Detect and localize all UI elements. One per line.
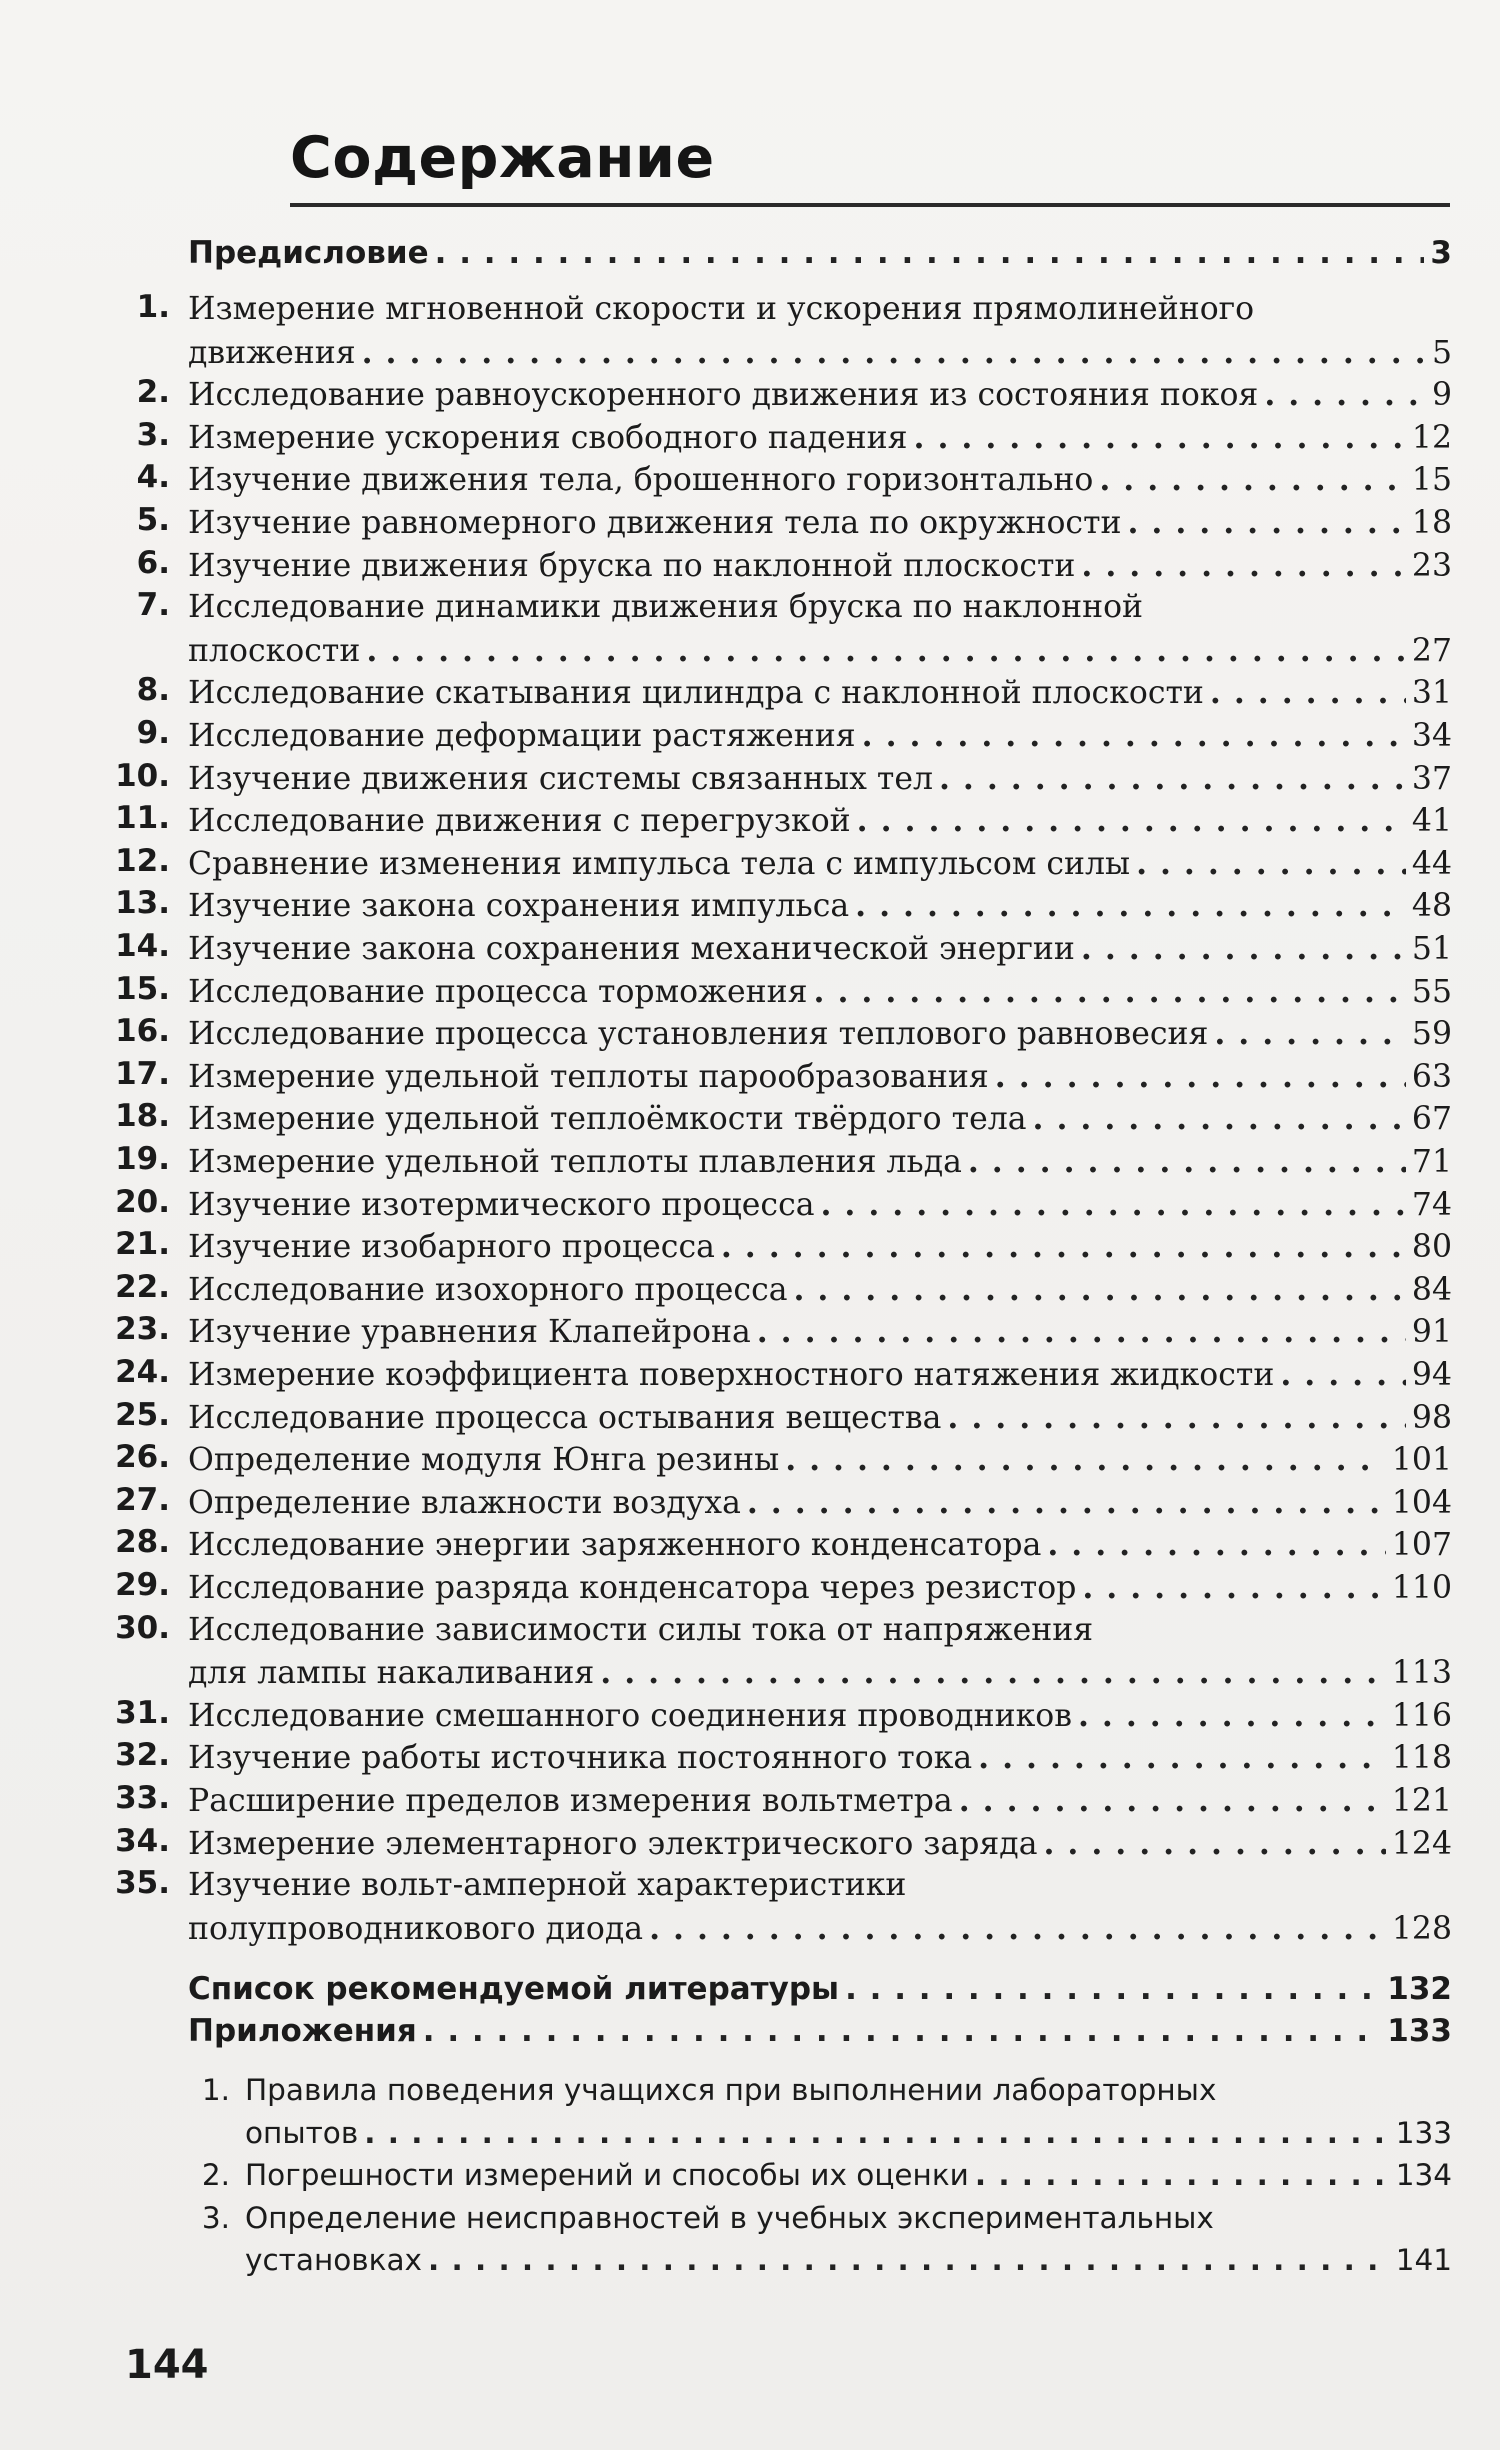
toc-entry-leader (914, 419, 1406, 456)
toc-entry-text: Изучение движения системы связанных тел (188, 760, 933, 797)
toc-entry-number: 3. (136, 416, 170, 453)
toc-entry-page: 37 (1411, 760, 1452, 797)
toc-entry-page: 98 (1411, 1399, 1452, 1436)
toc-bibliography (188, 1971, 1452, 2007)
toc-preface (188, 235, 1452, 271)
toc-entry (188, 1739, 1452, 1776)
title-rule (290, 203, 1450, 207)
toc-entry-leader (862, 717, 1406, 754)
toc-entry-number: 29. (115, 1567, 170, 1603)
toc-appendix-number: 3. (201, 2200, 230, 2235)
toc-entry (188, 760, 1452, 797)
toc-entry-number: 4. (136, 459, 170, 496)
toc-entry-leader (1082, 1569, 1386, 1606)
toc-entry-leader (1047, 1526, 1386, 1563)
toc-entry-leader (1078, 1697, 1386, 1734)
toc-entry-text: Исследование скатывания цилиндра с наклонной плоскости (188, 675, 1204, 712)
toc-entry-text: Определение модуля Юнга резины (188, 1442, 780, 1479)
toc-entry-text: Изучение изотермического процесса (188, 1186, 815, 1223)
toc-entry-number: 19. (115, 1141, 170, 1177)
toc-entry-page: 67 (1411, 1101, 1452, 1138)
toc-appendices-text: Приложения (188, 2013, 417, 2049)
toc-entry-leader (721, 1228, 1406, 1265)
toc-entry-number: 5. (136, 502, 170, 538)
toc-entry-page: 104 (1391, 1484, 1452, 1521)
toc-entry-text: Исследование процесса остывания вещества (188, 1399, 942, 1436)
toc-entry-number: 22. (115, 1268, 170, 1305)
toc-entry-leader (1264, 376, 1426, 413)
toc-entry-number: 10. (115, 757, 170, 794)
toc-entry-text: полупроводникового диода (188, 1910, 644, 1947)
toc-entry (188, 1015, 1452, 1052)
toc-appendix-number: 1. (201, 2073, 230, 2107)
toc-entry-page: 27 (1411, 632, 1452, 669)
toc-appendix-page: 141 (1395, 2243, 1452, 2277)
toc-entry (188, 1143, 1452, 1180)
toc-entry (188, 1782, 1452, 1819)
toc-entry-page: 128 (1391, 1910, 1452, 1947)
toc-entry-text: Изучение движения тела, брошенного горизонтально (188, 462, 1094, 499)
toc-entry-page: 101 (1391, 1442, 1452, 1479)
toc-appendix (245, 2116, 1452, 2150)
toc-entry-leader (1128, 504, 1406, 541)
toc-entry-text: Определение влажности воздуха (188, 1484, 741, 1521)
toc-entry (188, 1058, 1452, 1095)
toc-entry-text: движения (188, 334, 356, 371)
toc-entry-leader (649, 1910, 1386, 1947)
toc-entry-text: для лампы накаливания (188, 1655, 595, 1692)
toc-entry (188, 887, 1452, 924)
toc-entry-text: Исследование динамики движения бруска по наклонной (188, 589, 1144, 626)
toc-entry-page: 94 (1411, 1357, 1452, 1393)
toc-entry (188, 376, 1452, 413)
toc-entry (188, 1186, 1452, 1223)
toc-entry-leader (793, 1271, 1405, 1308)
toc-entry-number: 25. (115, 1396, 170, 1433)
toc-entry-number: 16. (115, 1013, 170, 1050)
toc-appendix-text: Погрешности измерений и способы их оценки (245, 2158, 969, 2192)
toc-entry-text: плоскости (188, 632, 361, 669)
toc-entry-leader (855, 887, 1406, 924)
toc-entry-text: Изучение движения бруска по наклонной плоскости (188, 547, 1076, 584)
toc-entry-number: 35. (115, 1865, 170, 1902)
toc-entry-number: 7. (136, 587, 170, 624)
toc-bibliography-text: Список рекомендуемой литературы (188, 1971, 840, 2007)
toc-entry-text: Исследование процесса торможения (188, 973, 808, 1010)
toc-appendices (188, 2013, 1452, 2049)
toc-entry-text: Изучение уравнения Клапейрона (188, 1314, 751, 1351)
toc-entry-leader (968, 1143, 1406, 1180)
toc-entry (188, 334, 1452, 371)
toc-entry-leader (959, 1782, 1386, 1819)
toc-entry-number: 31. (115, 1694, 170, 1731)
toc-entry-leader (1280, 1356, 1406, 1393)
toc-entry-text: Измерение элементарного электрического заряда (188, 1825, 1038, 1862)
page-number: 144 (125, 2342, 209, 2388)
toc-entry (188, 504, 1452, 541)
toc-entry-page: 91 (1411, 1314, 1452, 1351)
toc-appendix-number: 2. (201, 2158, 230, 2192)
toc-entry-leader (857, 802, 1406, 839)
toc-entry-page: 44 (1411, 845, 1452, 882)
toc-entry-leader (1081, 547, 1406, 584)
toc-entry-page: 113 (1391, 1655, 1452, 1692)
toc-appendix-page: 133 (1395, 2115, 1452, 2150)
toc-entry-number: 15. (115, 970, 170, 1007)
toc-entry (188, 802, 1452, 839)
toc-entry-text: Изучение вольт-амперной характеристики (188, 1867, 907, 1904)
toc-preface-leader (435, 235, 1425, 271)
toc-entry-leader (600, 1654, 1386, 1691)
toc-entry (188, 1569, 1452, 1606)
toc-entry-page: 118 (1391, 1740, 1452, 1777)
toc-appendix-text: опытов (245, 2115, 359, 2150)
toc-entry-text: Исследование процесса установления теплового равновесия (188, 1016, 1209, 1053)
toc-entry (188, 1654, 1452, 1691)
toc-entry-text: Изучение закона сохранения механической энергии (188, 931, 1075, 967)
toc-entry (188, 1228, 1452, 1265)
toc-entry-leader (1214, 1015, 1406, 1052)
toc-entry (188, 973, 1452, 1010)
toc-entry-page: 15 (1411, 462, 1452, 499)
toc-appendix-text: установках (245, 2243, 423, 2277)
toc-appendix-leader (428, 2243, 1390, 2277)
toc-appendix (245, 2158, 1452, 2192)
toc-entry-text: Измерение ускорения свободного падения (188, 419, 908, 456)
toc-entry-page: 124 (1391, 1825, 1452, 1862)
toc-entry (188, 845, 1452, 882)
toc-entry-number: 30. (115, 1609, 170, 1646)
toc-entry-number: 18. (115, 1098, 170, 1135)
toc-entry-text: Изучение равномерного движения тела по окружности (188, 505, 1122, 541)
toc-entry-number: 21. (115, 1226, 170, 1263)
toc-entry-number: 2. (136, 374, 170, 411)
toc-entry-text: Исследование смешанного соединения проводников (188, 1697, 1072, 1734)
toc-appendix-text: Правила поведения учащихся при выполнении лабораторных (245, 2073, 1217, 2107)
toc-entry (188, 1356, 1452, 1393)
toc-appendix-leader (364, 2116, 1389, 2150)
toc-entry-text: Изучение изобарного процесса (188, 1229, 715, 1266)
toc-entry (188, 461, 1452, 498)
toc-entry-number: 26. (115, 1439, 170, 1476)
toc-bibliography-page: 132 (1387, 1971, 1452, 2007)
toc-entry-page: 74 (1411, 1186, 1452, 1223)
toc-entry-leader (947, 1399, 1406, 1436)
toc-entry (188, 1399, 1452, 1436)
toc-entry-text: Исследование равноускоренного движения из состояния покоя (188, 377, 1259, 414)
toc-entry-page: 51 (1411, 931, 1452, 967)
toc-entry-leader (1033, 1100, 1406, 1137)
toc-entry (188, 419, 1452, 456)
toc-entry-page: 55 (1411, 973, 1452, 1010)
toc-entry (188, 1825, 1452, 1862)
toc-entry (188, 547, 1452, 584)
toc-entry-number: 34. (115, 1822, 170, 1859)
toc-entry-text: Исследование энергии заряженного конденсатора (188, 1527, 1042, 1564)
toc-entry (188, 1526, 1452, 1563)
page-title: Содержание (290, 125, 715, 191)
toc-entry-leader (978, 1739, 1386, 1776)
toc-entry-page: 48 (1411, 888, 1452, 925)
toc-entry-page: 63 (1411, 1058, 1452, 1095)
toc-entry-number: 20. (115, 1183, 170, 1220)
toc-entry-text: Измерение удельной теплоты парообразования (188, 1058, 989, 1095)
toc-entry-text: Сравнение изменения импульса тела с импульсом силы (188, 845, 1131, 882)
toc-entry-text: Измерение удельной теплоёмкости твёрдого тела (188, 1101, 1027, 1138)
toc-entry-leader (366, 632, 1406, 669)
toc-entry-number: 17. (115, 1055, 170, 1092)
toc-entry-page: 23 (1411, 547, 1452, 584)
toc-entry-text: Измерение коэффициента поверхностного натяжения жидкости (188, 1357, 1275, 1393)
toc-appendix-text: Определение неисправностей в учебных экспериментальных (245, 2200, 1214, 2235)
toc-entry-page: 59 (1411, 1016, 1452, 1053)
toc-entry-page: 5 (1431, 334, 1452, 371)
toc-appendices-leader (423, 2013, 1382, 2049)
toc-entry-page: 80 (1411, 1229, 1452, 1266)
toc-appendix-leader (975, 2158, 1390, 2192)
toc-entry-page: 41 (1411, 803, 1452, 840)
toc-entry-text: Исследование деформации растяжения (188, 718, 856, 754)
toc-entry-number: 24. (115, 1354, 170, 1390)
toc-entry-page: 34 (1411, 718, 1452, 754)
toc-entry (188, 674, 1452, 711)
toc-entry (188, 1100, 1452, 1137)
toc-entry-leader (821, 1186, 1406, 1223)
toc-entry-number: 1. (136, 289, 170, 325)
toc-entry-number: 11. (115, 800, 170, 837)
toc-bibliography-leader (845, 1971, 1381, 2007)
toc-entry-number: 13. (115, 885, 170, 922)
toc-entry-number: 32. (115, 1737, 170, 1774)
toc-entry-text: Измерение удельной теплоты плавления льда (188, 1144, 962, 1180)
toc-entry (188, 717, 1452, 754)
toc-entry-page: 84 (1411, 1271, 1452, 1308)
toc-entry-number: 14. (115, 928, 170, 964)
toc-entry-text: Измерение мгновенной скорости и ускорения прямолинейного (188, 291, 1255, 327)
toc-entry (188, 1697, 1452, 1734)
toc-entry-leader (814, 973, 1406, 1010)
toc-entry (188, 1484, 1452, 1521)
toc-entry (188, 1441, 1452, 1478)
toc-entry (188, 930, 1452, 967)
toc-entry-page: 107 (1391, 1527, 1452, 1564)
toc-entry-text: Расширение пределов измерения вольтметра (188, 1783, 953, 1819)
toc-entry-number: 28. (115, 1524, 170, 1561)
toc-entry-page: 12 (1411, 419, 1452, 456)
toc-entry-number: 27. (115, 1481, 170, 1518)
toc-preface-text: Предисловие (188, 235, 429, 271)
toc-entry-leader (939, 760, 1406, 797)
toc-entry-number: 8. (136, 672, 170, 709)
toc-entry (188, 1313, 1452, 1350)
toc-entry-text: Исследование движения с перегрузкой (188, 803, 851, 840)
toc-entry (188, 1271, 1452, 1308)
toc-appendix-page: 134 (1395, 2158, 1452, 2192)
toc-entry-leader (1099, 461, 1406, 498)
toc-entry-leader (362, 334, 1426, 371)
toc-entry-number: 33. (115, 1780, 170, 1816)
toc-entry-text: Исследование разряда конденсатора через резистор (188, 1570, 1077, 1606)
toc-entry-page: 110 (1391, 1570, 1452, 1606)
toc-entry-leader (757, 1313, 1406, 1350)
toc-appendix (245, 2243, 1452, 2277)
toc-entry-number: 6. (136, 544, 170, 581)
toc-entry-leader (1210, 674, 1406, 711)
toc-entry-text: Изучение закона сохранения импульса (188, 888, 850, 925)
toc-entry (188, 632, 1452, 669)
toc-entry-leader (747, 1484, 1386, 1521)
toc-entry-page: 18 (1411, 505, 1452, 541)
toc-entry-number: 12. (115, 842, 170, 879)
toc-entry-text: Исследование изохорного процесса (188, 1271, 788, 1308)
toc-preface-page: 3 (1430, 235, 1452, 271)
toc-entry-page: 116 (1391, 1697, 1452, 1734)
toc-entry-number: 9. (136, 715, 170, 751)
toc-entry-page: 71 (1411, 1144, 1452, 1180)
toc-entry-text: Изучение работы источника постоянного тока (188, 1740, 973, 1777)
toc-entry-leader (785, 1441, 1386, 1478)
toc-entry-leader (1136, 845, 1406, 882)
toc-entry-page: 121 (1391, 1783, 1452, 1819)
toc-entry (188, 1910, 1452, 1947)
toc-entry-text: Исследование зависимости силы тока от напряжения (188, 1611, 1094, 1648)
toc-entry-leader (1081, 930, 1406, 967)
toc-appendices-page: 133 (1387, 2013, 1452, 2049)
toc-entry-page: 9 (1431, 377, 1452, 414)
toc-entry-number: 23. (115, 1311, 170, 1348)
toc-entry-leader (1043, 1825, 1385, 1862)
toc-entry-leader (995, 1058, 1406, 1095)
toc-entry-page: 31 (1411, 675, 1452, 712)
